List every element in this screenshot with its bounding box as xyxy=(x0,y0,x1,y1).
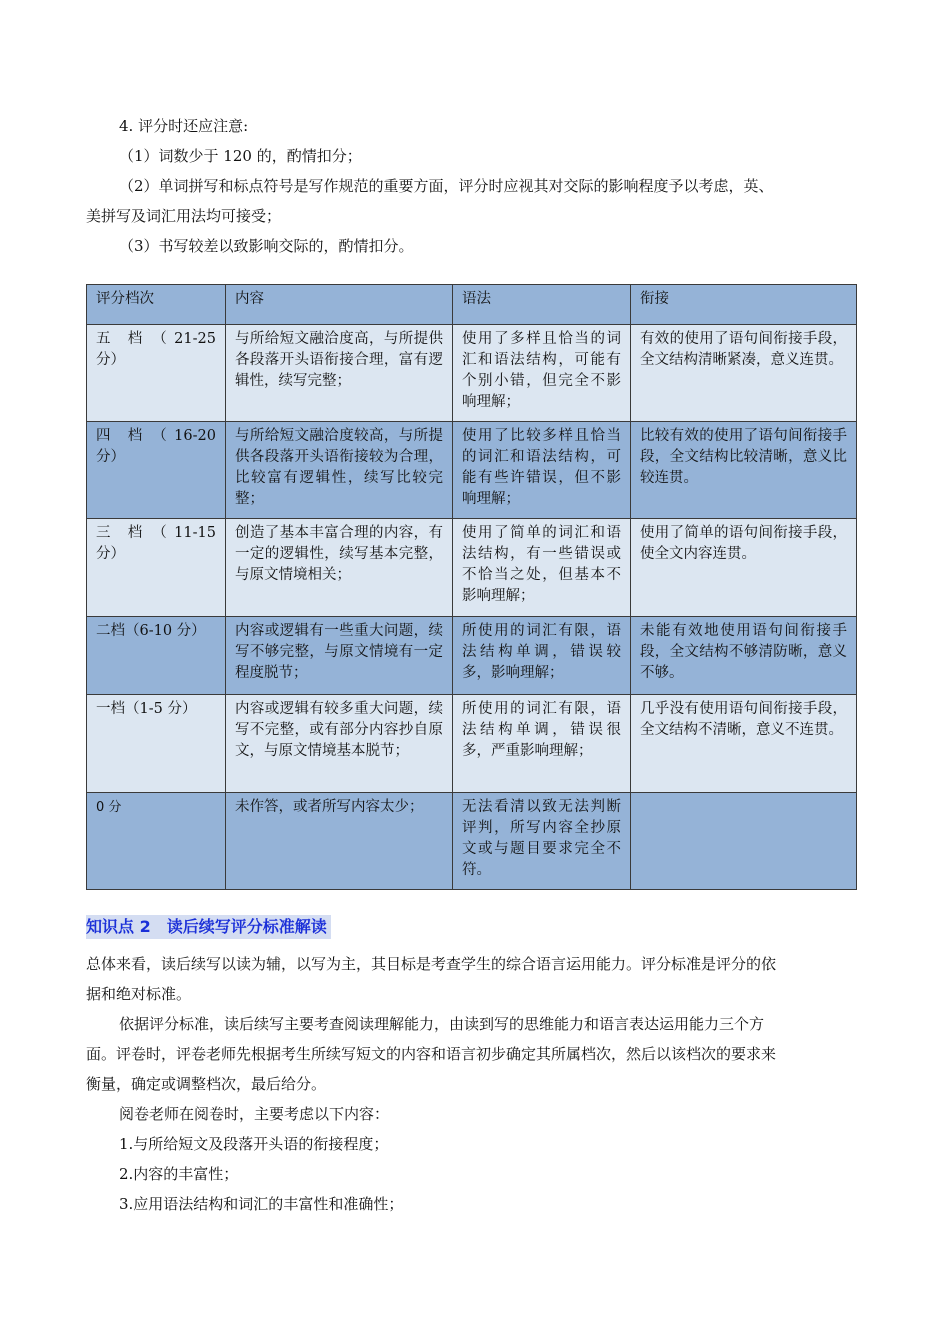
row-cohesion: 使用了简单的语句间衔接手段，使全文内容连贯。 xyxy=(631,519,857,617)
row-cohesion: 比较有效的使用了语句间衔接手段，全文结构比较清晰，意义比较连贯。 xyxy=(631,422,857,519)
list-item: 1.与所给短文及段落开头语的衔接程度； xyxy=(119,1135,389,1153)
para2-line-1: 依据评分标准，读后续写主要考查阅读理解能力，由读到写的思维能力和语言表达运用能力三个方 xyxy=(119,1015,765,1033)
row-grade: 四 档 （ 16-20 分） xyxy=(87,422,226,519)
row-cohesion xyxy=(631,793,857,890)
row-content: 内容或逻辑有一些重大问题，续写不够完整，与原文情境有一定程度脱节； xyxy=(226,617,453,695)
row-content: 与所给短文融洽度较高，与所提供各段落开头语衔接较为合理， 比较富有逻辑性，续写比较完整； xyxy=(226,422,453,519)
para1-line-1: 总体来看，读后续写以读为辅，以写为主，其目标是考查学生的综合语言运用能力。评分标准是评分的依 xyxy=(86,955,777,973)
row-cohesion: 未能有效地使用语句间衔接手段，全文结构不够清防晰，意义不够。 xyxy=(631,617,857,695)
list-item: 3.应用语法结构和词汇的丰富性和准确性； xyxy=(119,1195,404,1213)
table-row xyxy=(87,422,857,519)
table-row xyxy=(87,793,857,890)
row-grammar: 所使用的词汇有限，语法结构单调，错误较多，影响理解； xyxy=(453,617,631,695)
para2-line-3: 衡量，确定或调整档次，最后给分。 xyxy=(86,1075,327,1093)
row-grade: 一档（1-5 分） xyxy=(87,695,226,793)
table-row xyxy=(87,519,857,617)
row-grade: 二档（6-10 分） xyxy=(87,617,226,695)
row-grade: 0 分 xyxy=(87,793,226,890)
notes-item-2-line-1: （2）单词拼写和标点符号是写作规范的重要方面，评分时应视其对交际的影响程度予以考虑，英、 xyxy=(119,177,774,195)
notes-item-1: （1）词数少于 120 的，酌情扣分； xyxy=(119,147,362,165)
notes-item-2-line-2: 美拼写及词汇用法均可接受； xyxy=(86,207,282,225)
header-grade: 评分档次 xyxy=(87,285,226,325)
para1-line-2: 据和绝对标准。 xyxy=(86,985,192,1003)
row-grammar: 使用了简单的词汇和语法结构，有一些错误或不恰当之处，但基本不影响理解； xyxy=(453,519,631,617)
notes-item-3: （3）书写较差以致影响交际的，酌情扣分。 xyxy=(119,237,414,255)
table-row xyxy=(87,617,857,695)
table-row xyxy=(87,695,857,793)
row-grade: 五 档 （ 21-25 分） xyxy=(87,325,226,422)
row-grammar: 使用了多样且恰当的词汇和语法结构，可能有个别小错，但完全不影响理解； xyxy=(453,325,631,422)
row-cohesion: 有效的使用了语句间衔接手段，全文结构清晰紧凑，意义连贯。 xyxy=(631,325,857,422)
para3: 阅卷老师在阅卷时，主要考虑以下内容： xyxy=(119,1105,390,1123)
row-cohesion: 几乎没有使用语句间衔接手段，全文结构不清晰，意义不连贯。 xyxy=(631,695,857,793)
header-content: 内容 xyxy=(226,285,453,325)
table-header-row xyxy=(87,285,857,325)
row-grammar: 使用了比较多样且恰当的词汇和语法结构，可能有些许错误，但不影响理解； xyxy=(453,422,631,519)
row-grade: 三 档 （ 11-15 分） xyxy=(87,519,226,617)
para2-line-2: 面。评卷时，评卷老师先根据考生所续写短文的内容和语言初步确定其所属档次，然后以该档次的要求来 xyxy=(86,1045,777,1063)
section-heading: 知识点 2 读后续写评分标准解读 xyxy=(86,915,331,939)
notes-title: 4. 评分时还应注意: xyxy=(119,117,249,135)
row-content: 内容或逻辑有较多重大问题，续写不完整，或有部分内容抄自原文，与原文情境基本脱节； xyxy=(226,695,453,793)
table-row xyxy=(87,325,857,422)
grading-table xyxy=(86,284,857,890)
row-grammar: 无法看清以致无法判断评判，所写内容全抄原文或与题目要求完全不符。 xyxy=(453,793,631,890)
row-content: 创造了基本丰富合理的内容，有一定的逻辑性，续写基本完整，与原文情境相关； xyxy=(226,519,453,617)
list-item: 2.内容的丰富性； xyxy=(119,1165,239,1183)
row-content: 与所给短文融洽度高，与所提供各段落开头语衔接合理，富有逻辑性，续写完整； xyxy=(226,325,453,422)
row-grammar: 所使用的词汇有限，语法结构单调，错误很多，严重影响理解； xyxy=(453,695,631,793)
row-content: 未作答，或者所写内容太少； xyxy=(226,793,453,890)
header-grammar: 语法 xyxy=(453,285,631,325)
header-cohesion: 衔接 xyxy=(631,285,857,325)
